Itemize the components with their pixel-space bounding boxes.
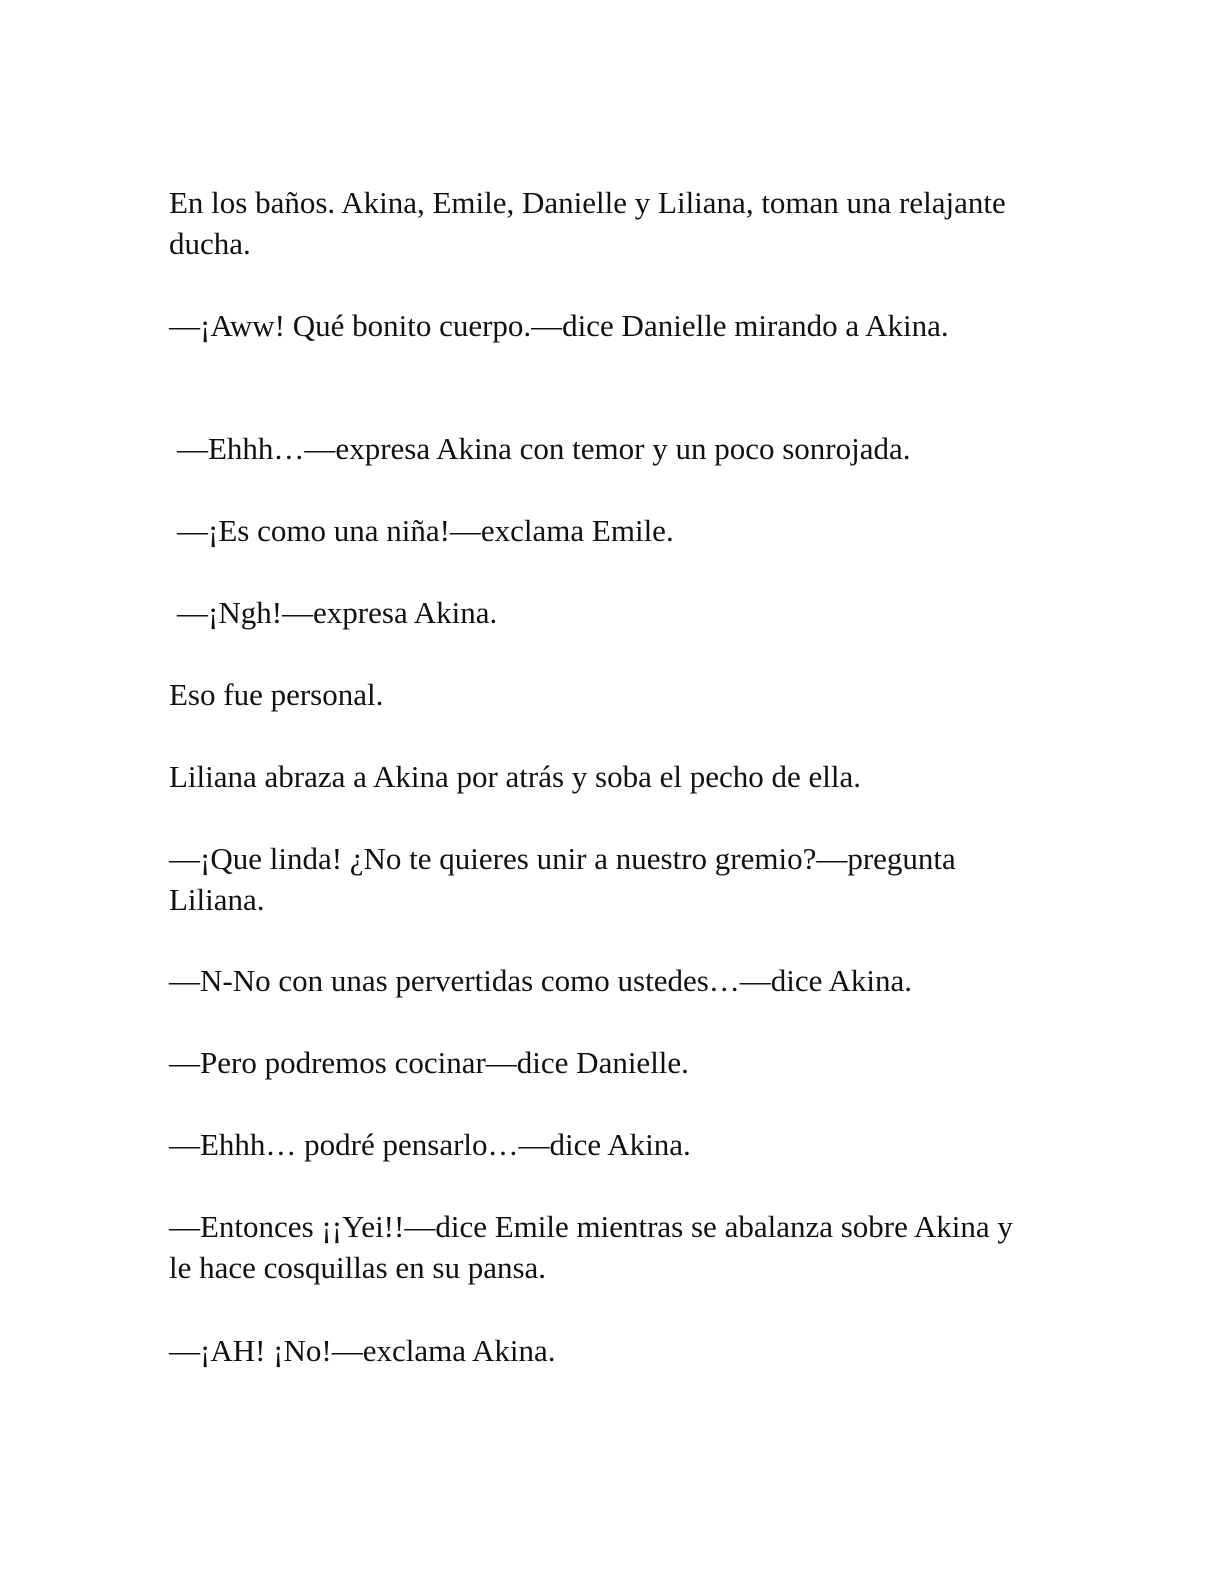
paragraph-10: —Pero podremos cocinar—dice Danielle. — [169, 1045, 689, 1080]
paragraph-11: —Ehhh… podré pensarlo…—dice Akina. — [169, 1127, 691, 1162]
paragraph-5: —¡Ngh!—expresa Akina. — [177, 595, 498, 630]
paragraph-4: —¡Es como una niña!—exclama Emile. — [177, 513, 674, 548]
paragraph-9: —N-No con unas pervertidas como ustedes…—dice Akina. — [169, 963, 912, 998]
paragraph-1: En los baños. Akina, Emile, Danielle y Liliana, toman una relajante ducha. — [169, 185, 1006, 261]
paragraph-13: —¡AH! ¡No!—exclama Akina. — [169, 1333, 556, 1368]
paragraph-6: Eso fue personal. — [169, 677, 384, 712]
paragraph-7: Liliana abraza a Akina por atrás y soba el pecho de ella. — [169, 759, 862, 794]
paragraph-12: —Entonces ¡¡Yei!!—dice Emile mientras se abalanza sobre Akina y le hace cosquillas en su pansa. — [169, 1209, 1013, 1285]
paragraph-2: —¡Aww! Qué bonito cuerpo.—dice Danielle mirando a Akina. — [169, 308, 949, 343]
paragraph-3: —Ehhh…—expresa Akina con temor y un poco sonrojada. — [177, 431, 911, 466]
paragraph-8: —¡Que linda! ¿No te quieres unir a nuestro gremio?—pregunta Liliana. — [169, 841, 956, 917]
